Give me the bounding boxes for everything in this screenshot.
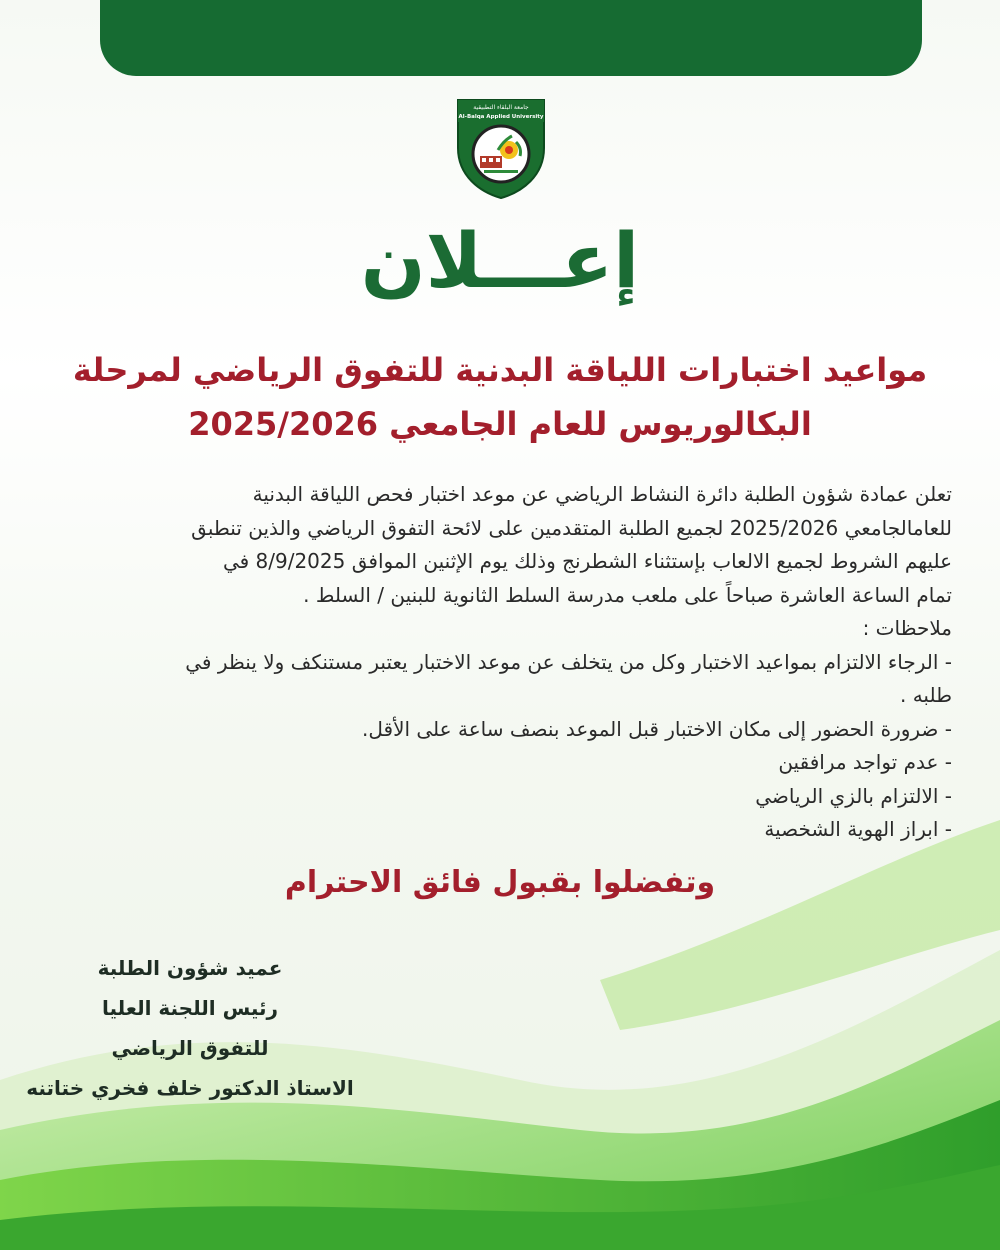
- body-line: عليهم الشروط لجميع الالعاب بإستثناء الشطرنج وذلك يوم الإثنين الموافق 8/9/2025 في: [222, 549, 952, 573]
- announcement-body: [60, 478, 952, 847]
- note-item: - ابراز الهوية الشخصية: [764, 817, 952, 841]
- note-item: - الرجاء الالتزام بمواعيد الاختبار وكل من يتخلف عن موعد الاختبار يعتبر مستنكف ولا ينظر في: [185, 649, 952, 674]
- announcement-title: إعـــلان: [360, 216, 640, 305]
- signature-line: للتفوق الرياضي: [111, 1036, 269, 1060]
- body-line: للعامالجامعي 2025/2026 لجميع الطلبة المتقدمين على لائحة التفوق الرياضي والذين تنطبق: [191, 515, 952, 540]
- signature-line: الاستاذ الدكتور خلف فخري ختاتنه: [26, 1076, 354, 1100]
- svg-text:جامعة البلقاء التطبيقية: جامعة البلقاء التطبيقية: [473, 104, 529, 111]
- signature-block: [20, 948, 360, 1108]
- note-item: - عدم تواجد مرافقين: [778, 750, 952, 774]
- note-item: - ضرورة الحضور إلى مكان الاختبار قبل الموعد بنصف ساعة على الأقل.: [362, 716, 952, 741]
- note-item: طلبه .: [899, 683, 952, 707]
- subtitle-line: البكالوريوس للعام الجامعي 2025/2026: [188, 405, 812, 443]
- top-banner: [100, 0, 922, 76]
- signature-line: رئيس اللجنة العليا: [101, 996, 279, 1020]
- university-logo: [454, 96, 548, 200]
- announcement-subtitle: [60, 343, 940, 451]
- body-line: تعلن عمادة شؤون الطلبة دائرة النشاط الرياضي عن موعد اختبار فحص اللياقة البدنية: [252, 482, 952, 506]
- svg-text:Al-Balqa Applied University: Al-Balqa Applied University: [458, 114, 544, 120]
- subtitle-line: مواعيد اختبارات اللياقة البدنية للتفوق الرياضي لمرحلة: [72, 351, 928, 389]
- body-line: تمام الساعة العاشرة صباحاً على ملعب مدرسة السلط الثانوية للبنين / السلط .: [303, 582, 952, 607]
- note-item: - الالتزام بالزي الرياضي: [755, 783, 952, 808]
- notes-heading: ملاحظات :: [862, 616, 952, 640]
- signature-line: عميد شؤون الطلبة: [97, 956, 283, 980]
- closing-line: وتفضلوا بقبول فائق الاحترام: [284, 865, 716, 900]
